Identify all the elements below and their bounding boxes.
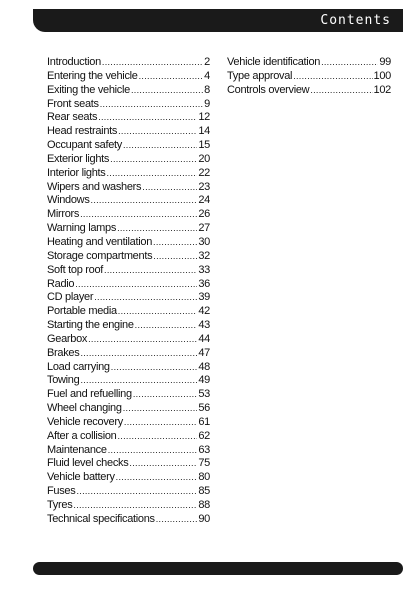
dot-leader <box>106 167 197 181</box>
toc-entry-page-number: 44 <box>198 332 210 345</box>
toc-entry-page-number: 99 <box>379 56 391 68</box>
toc-entry-page-number: 24 <box>198 194 210 207</box>
toc-entry-label: Vehicle battery <box>47 471 115 484</box>
toc-entry[interactable] <box>47 84 210 98</box>
dot-leader <box>118 430 198 444</box>
toc-entry[interactable] <box>227 56 391 70</box>
dot-leader <box>133 388 198 402</box>
dot-leader <box>76 485 197 499</box>
toc-entry-page-number: 20 <box>198 152 210 165</box>
toc-entry-page-number: 22 <box>198 166 210 179</box>
dot-leader <box>73 499 197 513</box>
dot-leader <box>139 70 204 84</box>
toc-entry-page-number: 80 <box>198 471 210 484</box>
toc-entry-label: Towing <box>47 374 80 387</box>
toc-entry-label: Load carrying <box>47 360 110 373</box>
dot-leader <box>123 402 198 416</box>
dot-leader <box>117 222 197 236</box>
toc-entry-page-number: 14 <box>198 125 210 138</box>
toc-entry-label: Warning lamps <box>47 222 117 235</box>
dot-leader <box>104 264 197 278</box>
toc-entry-page-number: 26 <box>198 208 210 221</box>
dot-leader <box>98 111 197 125</box>
toc-entry-label: Gearbox <box>47 332 88 345</box>
page-title: Contents <box>320 13 391 28</box>
dot-leader <box>80 374 197 388</box>
toc-entry[interactable] <box>47 264 210 278</box>
toc-entry-page-number: 85 <box>198 485 210 498</box>
toc-entry-page-number: 27 <box>198 222 210 235</box>
toc-entry[interactable] <box>47 444 210 458</box>
dot-leader <box>111 361 198 375</box>
toc-entry[interactable] <box>47 153 210 167</box>
toc-entry-label: Heating and ventilation <box>47 235 153 248</box>
toc-entry-page-number: 53 <box>198 388 210 401</box>
toc-entry-page-number: 48 <box>198 360 210 373</box>
toc-entry-label: Portable media <box>47 305 117 318</box>
toc-entry-label: Windows <box>47 194 90 207</box>
toc-entry-page-number: 9 <box>204 97 210 110</box>
toc-entry[interactable] <box>227 70 391 84</box>
header-bar <box>33 9 403 32</box>
toc-entry-label: Tyres <box>47 499 73 511</box>
dot-leader <box>88 333 197 347</box>
toc-entry-label: Type approval <box>227 69 293 82</box>
toc-entry-page-number: 62 <box>198 429 210 442</box>
toc-column-right <box>227 56 391 98</box>
toc-entry-page-number: 2 <box>204 56 210 68</box>
toc-entry-page-number: 32 <box>198 249 210 262</box>
toc-entry[interactable] <box>47 374 210 388</box>
dot-leader <box>110 153 197 167</box>
footer-bar <box>33 562 403 575</box>
toc-entry-label: Occupant safety <box>47 139 122 152</box>
toc-entry[interactable] <box>47 402 210 416</box>
toc-entry[interactable] <box>47 56 210 70</box>
toc-column-left <box>47 56 210 527</box>
toc-entry-label: Fluid level checks <box>47 457 129 470</box>
toc-entry-label: Technical specifications <box>47 512 155 525</box>
dot-leader <box>108 444 198 458</box>
toc-entry[interactable] <box>47 139 210 153</box>
toc-entry-label: Exterior lights <box>47 152 110 165</box>
toc-entry-page-number: 30 <box>198 235 210 248</box>
toc-entry[interactable] <box>47 305 210 319</box>
toc-entry[interactable] <box>47 125 210 139</box>
toc-entry[interactable] <box>47 319 210 333</box>
toc-entry-label: Introduction <box>47 56 101 68</box>
toc-entry-page-number: 36 <box>198 277 210 290</box>
dot-leader <box>156 513 198 527</box>
dot-leader <box>142 181 197 195</box>
toc-entry-label: Starting the engine <box>47 319 134 332</box>
dot-leader <box>293 70 372 84</box>
toc-entry-page-number: 12 <box>198 111 210 124</box>
dot-leader <box>310 84 372 98</box>
toc-entry[interactable] <box>47 167 210 181</box>
toc-entry[interactable] <box>47 291 210 305</box>
toc-entry[interactable] <box>47 388 210 402</box>
dot-leader <box>321 56 378 70</box>
dot-leader <box>118 305 198 319</box>
dot-leader <box>80 208 197 222</box>
toc-entry-page-number: 56 <box>198 402 210 415</box>
toc-entry[interactable] <box>47 208 210 222</box>
toc-entry-label: Rear seats <box>47 111 98 124</box>
dot-leader <box>75 278 197 292</box>
toc-entry-label: Head restraints <box>47 125 118 138</box>
dot-leader <box>124 416 197 430</box>
toc-entry[interactable] <box>47 347 210 361</box>
toc-entry[interactable] <box>47 236 210 250</box>
dot-leader <box>116 471 198 485</box>
dot-leader <box>129 457 197 471</box>
toc-entry[interactable] <box>47 181 210 195</box>
toc-entry-page-number: 102 <box>373 83 391 96</box>
toc-entry-label: Fuses <box>47 485 76 498</box>
toc-entry-page-number: 43 <box>198 319 210 332</box>
toc-entry[interactable] <box>227 84 391 98</box>
dot-leader <box>135 319 198 333</box>
toc-entry[interactable] <box>47 416 210 430</box>
toc-entry[interactable] <box>47 222 210 236</box>
toc-entry-label: Soft top roof <box>47 263 104 276</box>
toc-entry-page-number: 4 <box>204 69 210 82</box>
toc-entry-page-number: 33 <box>198 263 210 276</box>
toc-entry-label: Front seats <box>47 97 99 110</box>
toc-entry-label: Wheel changing <box>47 402 122 415</box>
toc-entry-label: Vehicle recovery <box>47 415 123 428</box>
toc-entry[interactable] <box>47 430 210 444</box>
dot-leader <box>123 139 197 153</box>
toc-entry-page-number: 47 <box>198 346 210 359</box>
toc-entry[interactable] <box>47 513 210 527</box>
toc-entry[interactable] <box>47 471 210 485</box>
toc-entry[interactable] <box>47 333 210 347</box>
toc-entry[interactable] <box>47 457 210 471</box>
toc-entry-label: Fuel and refuelling <box>47 388 132 401</box>
toc-entry-label: Interior lights <box>47 166 106 179</box>
toc-entry[interactable] <box>47 361 210 375</box>
toc-entry-label: After a collision <box>47 429 117 442</box>
toc-entry[interactable] <box>47 98 210 112</box>
toc-entry-page-number: 63 <box>198 443 210 456</box>
toc-entry-label: Radio <box>47 277 75 290</box>
toc-entry[interactable] <box>47 278 210 292</box>
toc-entry[interactable] <box>47 111 210 125</box>
dot-leader <box>94 291 197 305</box>
dot-leader <box>153 250 197 264</box>
dot-leader <box>118 125 197 139</box>
dot-leader <box>80 347 197 361</box>
toc-entry-label: Entering the vehicle <box>47 69 138 82</box>
toc-entry-page-number: 88 <box>198 499 210 511</box>
toc-entry-label: CD player <box>47 291 94 304</box>
toc-entry-page-number: 61 <box>198 415 210 428</box>
toc-entry-page-number: 49 <box>198 374 210 387</box>
toc-entry-page-number: 15 <box>198 139 210 152</box>
toc-entry-label: Mirrors <box>47 208 80 221</box>
toc-entry-label: Maintenance <box>47 443 107 456</box>
toc-entry-label: Exiting the vehicle <box>47 83 130 96</box>
toc-entry-page-number: 42 <box>198 305 210 318</box>
toc-entry-page-number: 90 <box>198 512 210 525</box>
dot-leader <box>131 84 203 98</box>
toc-entry-label: Vehicle identification <box>227 56 321 68</box>
toc-entry-page-number: 100 <box>373 69 391 82</box>
toc-entry[interactable] <box>47 194 210 208</box>
toc-entry-page-number: 39 <box>198 291 210 304</box>
toc-entry-page-number: 23 <box>198 180 210 193</box>
dot-leader <box>100 98 203 112</box>
toc-entry-page-number: 75 <box>198 457 210 470</box>
toc-entry-label: Storage compartments <box>47 249 153 262</box>
toc-entry-page-number: 8 <box>204 83 210 96</box>
toc-entry[interactable] <box>47 499 210 513</box>
dot-leader <box>153 236 197 250</box>
toc-entry[interactable] <box>47 70 210 84</box>
dot-leader <box>102 56 203 70</box>
toc-entry-label: Wipers and washers <box>47 180 142 193</box>
dot-leader <box>91 194 198 208</box>
toc-entry[interactable] <box>47 250 210 264</box>
toc-entry[interactable] <box>47 485 210 499</box>
toc-entry-label: Brakes <box>47 346 80 359</box>
toc-entry-label: Controls overview <box>227 83 310 96</box>
